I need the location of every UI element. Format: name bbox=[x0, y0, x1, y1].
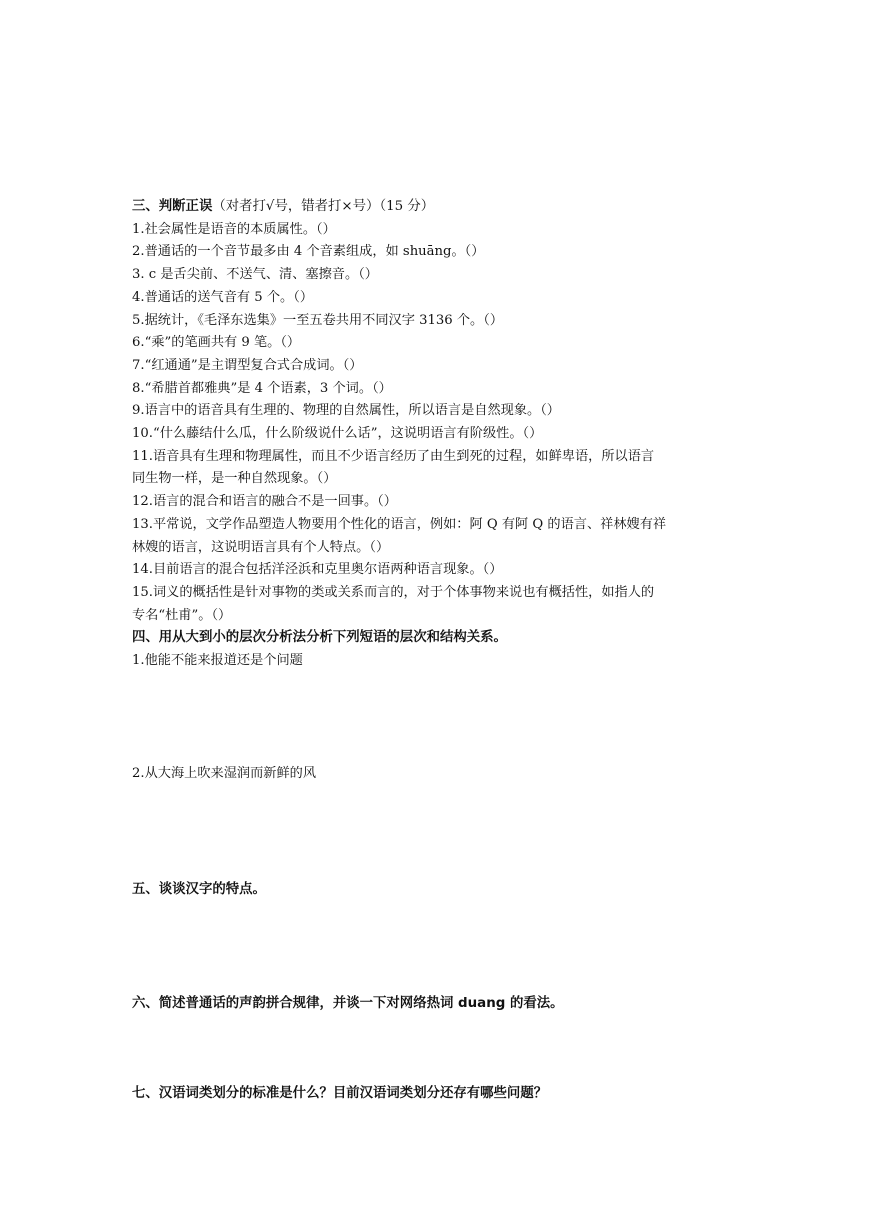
question-item: 13.平常说，文学作品塑造人物要用个性化的语言，例如：阿 Q 有阿 Q 的语言、祥林嫂有祥 bbox=[132, 516, 667, 532]
question-item: 15.词义的概括性是针对事物的类或关系而言的，对于个体事物来说也有概括性，如指人的 bbox=[132, 584, 655, 600]
section-4-item-2: 2.从大海上吹来湿润而新鲜的风 bbox=[132, 766, 317, 781]
section-6-heading: 六、简述普通话的声韵拼合规律，并谈一下对网络热词 duang 的看法。 bbox=[132, 996, 564, 1011]
question-item: 8.“希腊首都雅典”是 4 个语素，3 个词。（） bbox=[132, 380, 392, 396]
section-3-title: 三、判断正误 bbox=[132, 199, 213, 214]
section-3-judgement bbox=[132, 196, 742, 673]
section-5-heading: 五、谈谈汉字的特点。 bbox=[132, 882, 266, 897]
section-3-heading bbox=[132, 196, 742, 219]
question-item: 4.普通话的送气音有 5 个。（） bbox=[132, 289, 314, 305]
section-7-heading: 七、汉语词类划分的标准是什么？目前汉语词类划分还存有哪些问题？ bbox=[132, 1086, 548, 1101]
question-item-continuation: 林嫂的语言，这说明语言具有个人特点。（） bbox=[132, 539, 390, 555]
question-item: 7.“红通通”是主谓型复合式合成词。（） bbox=[132, 357, 363, 373]
question-item-continuation: 同生物一样，是一种自然现象。（） bbox=[132, 471, 337, 487]
question-item: 5.据统计，《毛泽东选集》一至五卷共用不同汉字 3136 个。（） bbox=[132, 312, 504, 328]
section-3-note: （对者打√号，错者打×号）（15 分） bbox=[212, 199, 435, 214]
question-item: 2.普通话的一个音节最多由 4 个音素组成，如 shuāng。（） bbox=[132, 244, 485, 260]
question-item-continuation: 专名“杜甫”。（） bbox=[132, 607, 232, 623]
question-item: 12.语言的混合和语言的融合不是一回事。（） bbox=[132, 494, 397, 510]
section-4-heading: 四、用从大到小的层次分析法分析下列短语的层次和结构关系。 bbox=[132, 630, 507, 646]
question-item: 14.目前语言的混合包括洋泾浜和克里奥尔语两种语言现象。（） bbox=[132, 562, 503, 578]
question-item: 6.“乘”的笔画共有 9 笔。（） bbox=[132, 335, 301, 351]
question-item: 3. c 是舌尖前、不送气、清、塞擦音。（） bbox=[132, 267, 378, 283]
question-item: 1.社会属性是语音的本质属性。（） bbox=[132, 221, 336, 237]
section-4-item-1: 1.他能不能来报道还是个问题 bbox=[132, 653, 303, 669]
question-item: 11.语音具有生理和物理属性，而且不少语言经历了由生到死的过程，如鲜卑语，所以语言 bbox=[132, 448, 655, 464]
question-item: 10.“什么藤结什么瓜，什么阶级说什么话”，这说明语言有阶级性。（） bbox=[132, 426, 543, 442]
question-item: 9.语言中的语音具有生理的、物理的自然属性，所以语言是自然现象。（） bbox=[132, 403, 560, 419]
